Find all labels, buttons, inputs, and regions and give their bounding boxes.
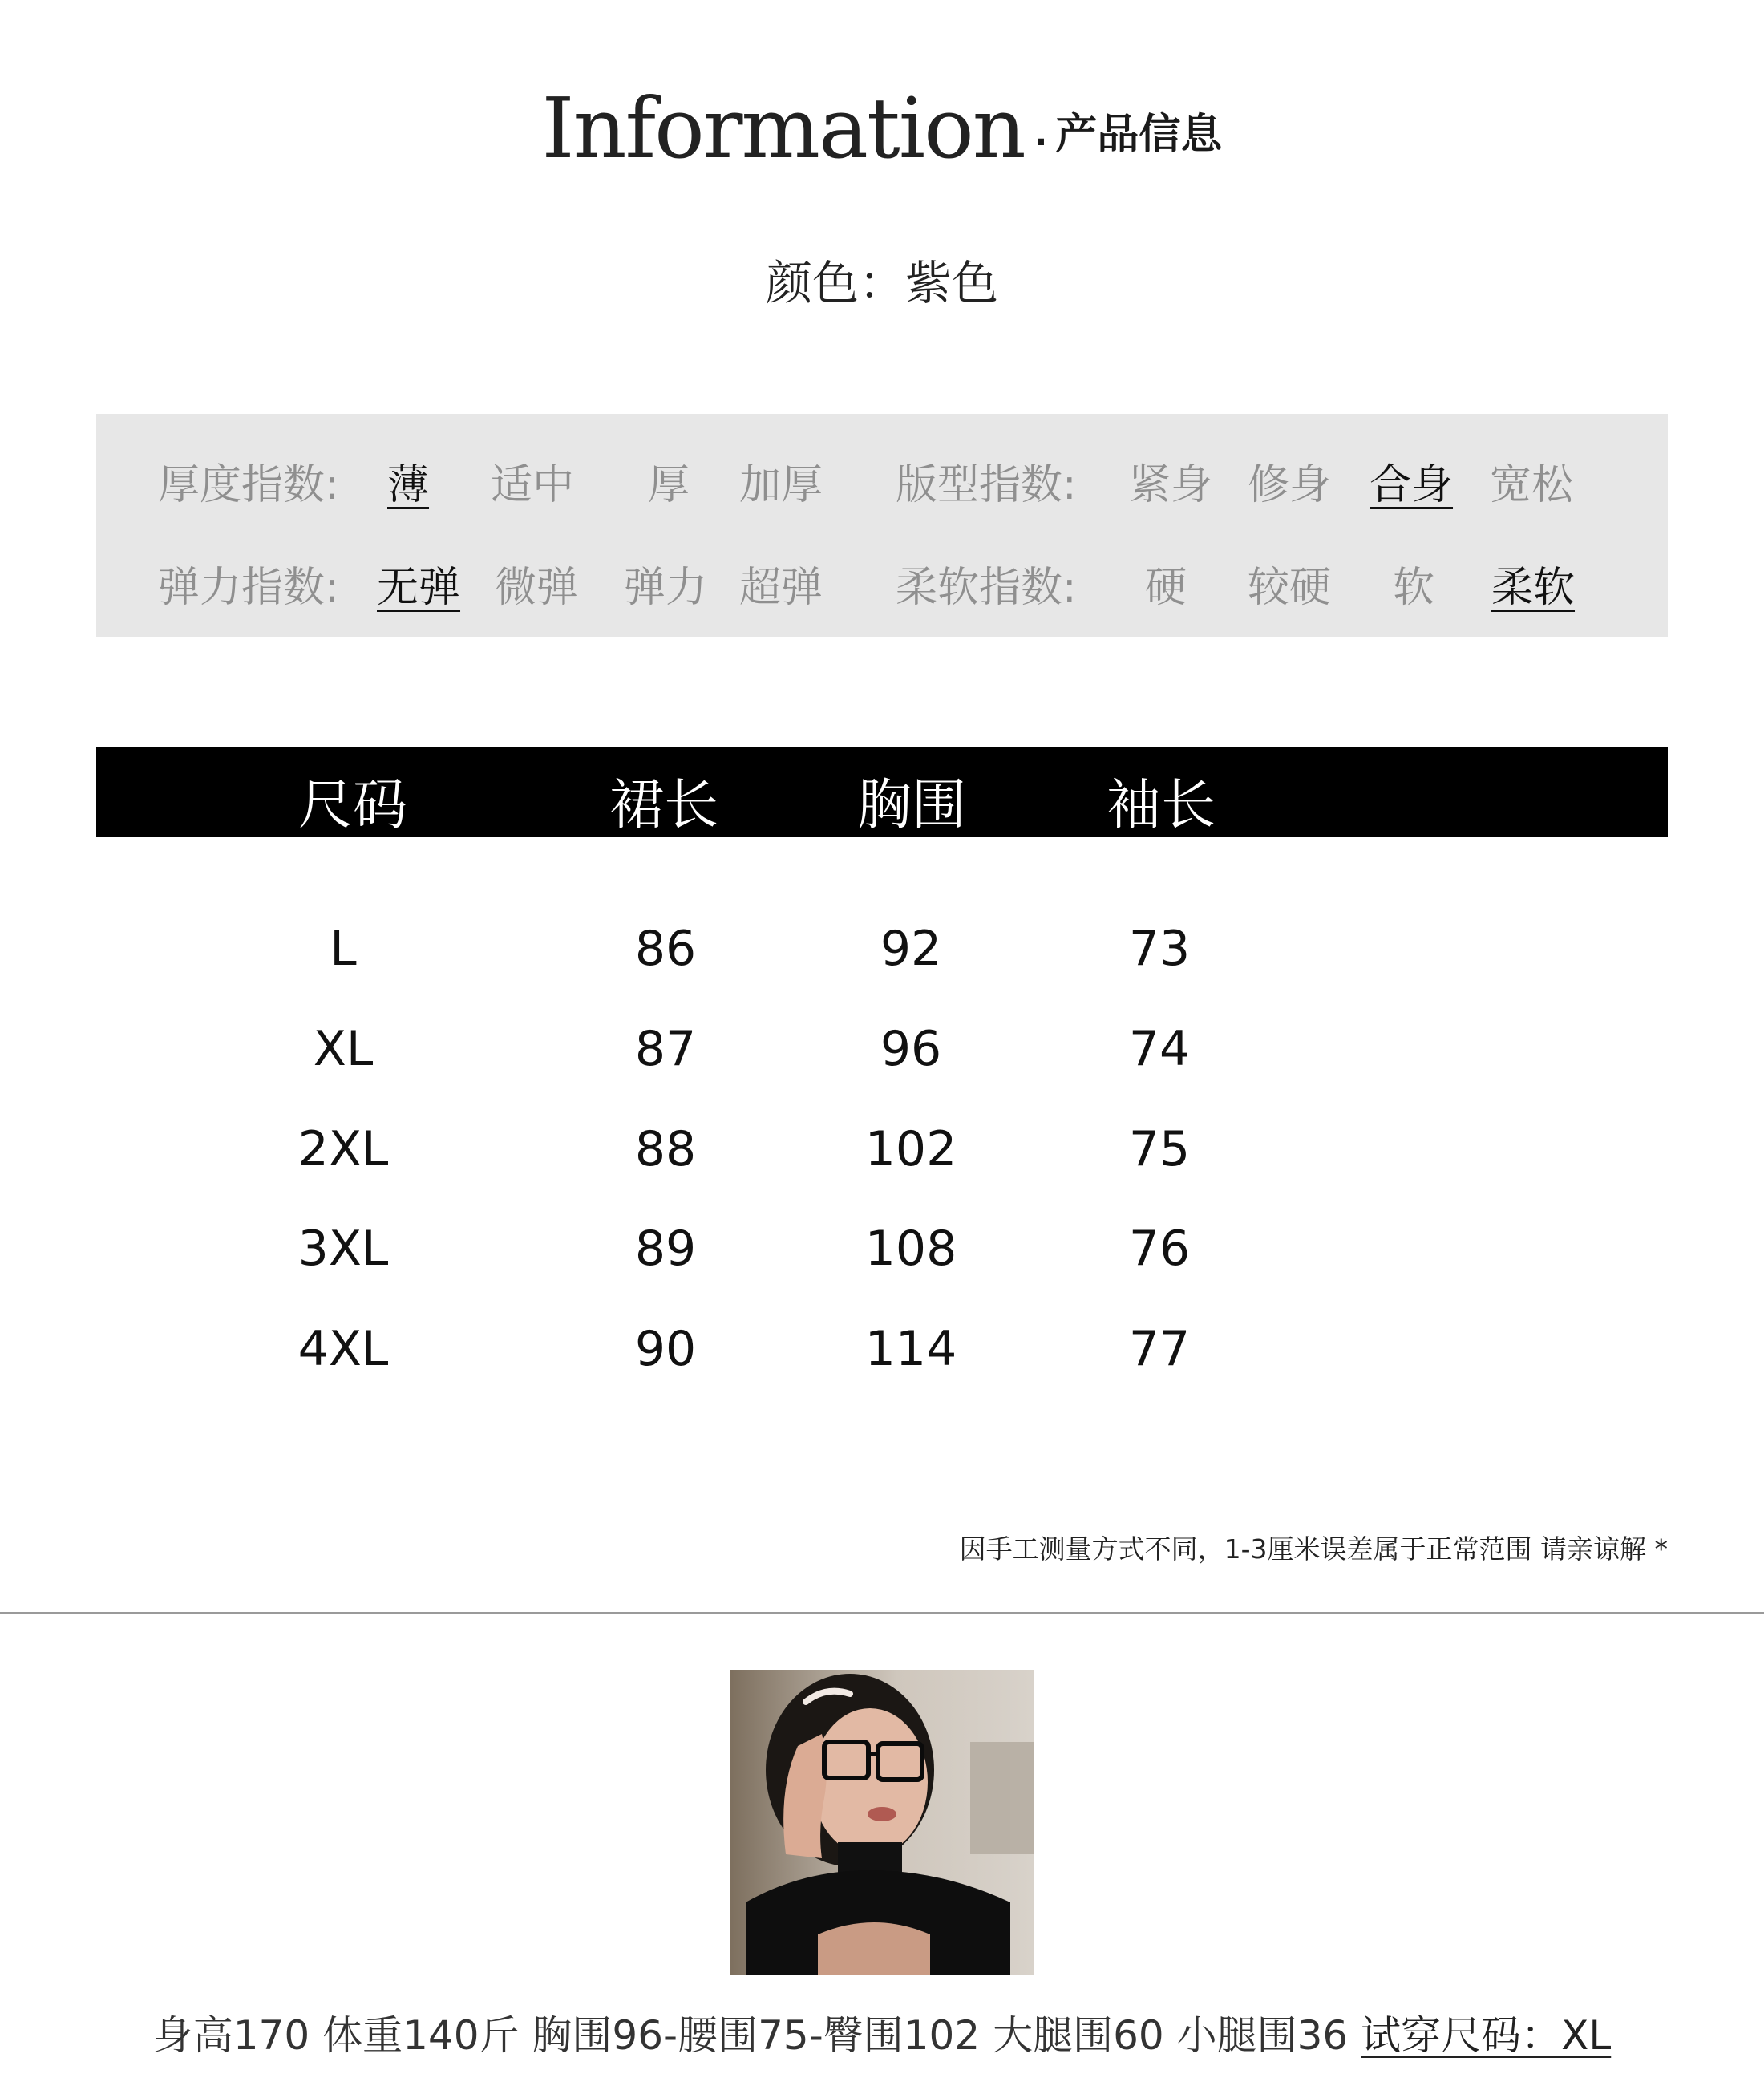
- fit-label: 版型指数:: [896, 461, 1077, 509]
- thickness-option-thin: 薄: [387, 461, 430, 509]
- table-cell: 102: [864, 1121, 957, 1177]
- header-sleeve-length: 袖长: [1106, 774, 1216, 837]
- thickness-option-extra-thick: 加厚: [739, 461, 823, 509]
- table-cell: 92: [880, 921, 942, 977]
- fit-option-regular: 合身: [1370, 461, 1454, 509]
- table-cell: 89: [634, 1221, 697, 1277]
- model-stats: 身高170 体重140斤 胸围96-腰围75-臀围102 大腿围60 小腿围36: [152, 2012, 1349, 2059]
- softness-option-very-soft: 柔软: [1491, 564, 1576, 612]
- title-separator: ·: [1034, 122, 1048, 163]
- softness-label: 柔软指数:: [896, 564, 1077, 612]
- thickness-label: 厚度指数:: [158, 461, 339, 509]
- table-cell: 88: [634, 1121, 697, 1177]
- softness-option-hard: 硬: [1145, 564, 1187, 612]
- header-size: 尺码: [297, 774, 407, 837]
- elasticity-option-slight: 微弹: [495, 564, 579, 612]
- table-cell: 3XL: [297, 1221, 389, 1277]
- softness-option-fairly-hard: 较硬: [1248, 564, 1332, 612]
- table-cell: 90: [634, 1321, 697, 1377]
- title-english: Information: [541, 79, 1025, 177]
- table-cell: 4XL: [297, 1321, 389, 1377]
- table-cell: 86: [634, 921, 697, 977]
- table-cell: XL: [313, 1021, 374, 1077]
- table-cell: 87: [634, 1021, 697, 1077]
- header-bust: 胸围: [856, 774, 966, 837]
- page-title: [0, 74, 1764, 177]
- table-cell: 96: [880, 1021, 942, 1077]
- elasticity-option-elastic: 弹力: [624, 564, 708, 612]
- table-cell: 75: [1128, 1121, 1191, 1177]
- fit-option-slim: 修身: [1248, 461, 1332, 509]
- softness-option-soft: 软: [1393, 564, 1435, 612]
- title-chinese: 产品信息: [1055, 111, 1223, 159]
- table-cell: 73: [1128, 921, 1191, 977]
- measurement-note: 因手工测量方式不同，1-3厘米误差属于正常范围 请亲谅解 *: [959, 1533, 1668, 1565]
- section-divider: [0, 1612, 1764, 1614]
- table-cell: 76: [1128, 1221, 1191, 1277]
- fit-option-loose: 宽松: [1490, 461, 1574, 509]
- elasticity-option-super: 超弹: [739, 564, 823, 612]
- model-measurements: [0, 2003, 1764, 2061]
- table-cell: 114: [864, 1321, 957, 1377]
- table-cell: 108: [864, 1221, 957, 1277]
- fit-option-tight: 紧身: [1129, 461, 1213, 509]
- header-skirt-length: 裙长: [609, 774, 718, 837]
- elasticity-option-none: 无弹: [377, 564, 461, 612]
- model-photo: [730, 1670, 1034, 1975]
- thickness-option-medium: 适中: [491, 461, 575, 509]
- thickness-option-thick: 厚: [648, 461, 690, 509]
- table-cell: 77: [1128, 1321, 1191, 1377]
- table-cell: 74: [1128, 1021, 1191, 1077]
- product-color: 颜色：紫色: [765, 256, 998, 310]
- elasticity-label: 弹力指数:: [158, 564, 339, 612]
- table-cell: L: [330, 921, 357, 977]
- model-trial-size: 试穿尺码：XL: [1361, 2012, 1612, 2059]
- table-cell: 2XL: [297, 1121, 389, 1177]
